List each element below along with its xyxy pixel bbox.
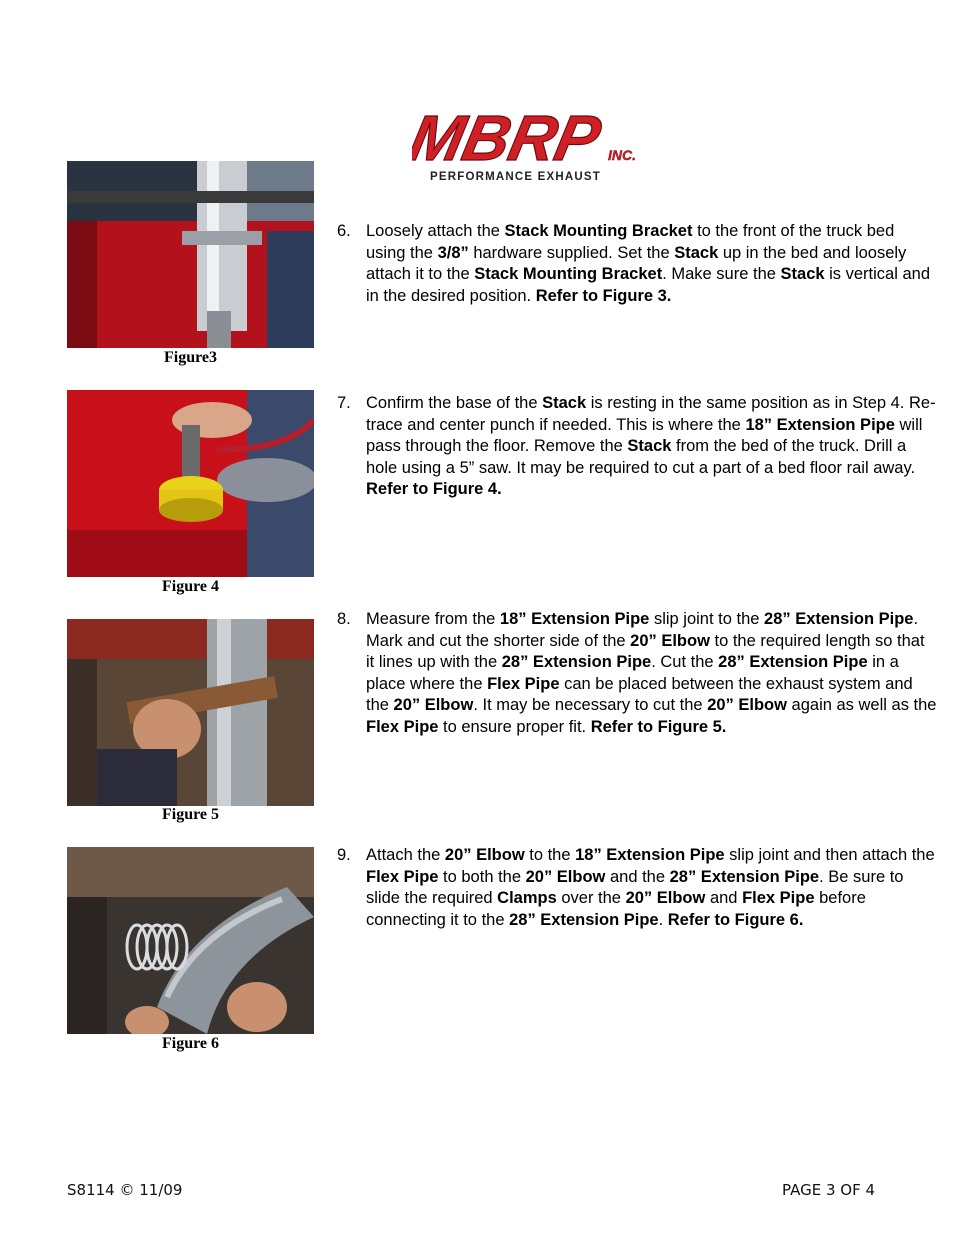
logo-inc-text: INC. — [608, 147, 636, 163]
step-number: 7. — [337, 394, 351, 412]
bold-term: Refer to Figure 4. — [366, 480, 502, 499]
bold-term: 18” Extension Pipe — [499, 610, 650, 628]
step-text-run: up in the bed and loosely attach it to the — [366, 243, 907, 284]
step-text-run: from the bed of the truck. Drill a hole using a 5” saw. It may be required to cut a part of a bed floor rail away. — [366, 437, 916, 477]
step-text-run: over the — [556, 889, 626, 908]
figure-6-photo — [67, 847, 314, 1034]
bold-term: 20” Elbow — [630, 631, 710, 650]
step-text-run: in a place where the — [366, 653, 899, 693]
bold-term: Refer to Figure 5. — [590, 717, 727, 736]
bold-term: Stack — [674, 243, 719, 262]
figure-4-photo — [67, 390, 314, 577]
bold-term: 28” Extension Pipe — [718, 653, 868, 672]
bold-term: Flex Pipe — [366, 717, 439, 736]
bold-term: 28” Extension Pipe — [669, 867, 820, 886]
step-text-run: to the — [524, 846, 576, 864]
bold-term: Refer to Figure 3. — [535, 286, 672, 305]
figure-4-caption: Figure 4 — [161, 578, 220, 595]
bold-term: Flex Pipe — [487, 674, 560, 693]
step-text-run: slip joint and then attach the — [724, 846, 935, 864]
step-text-run: . Be sure to slide the required — [366, 867, 904, 908]
step-text-run: will pass through the floor. Remove the — [366, 415, 923, 456]
bold-term: 28” Extension Pipe — [509, 910, 659, 929]
step-text-run: to both the — [438, 867, 526, 886]
figure-3-caption: Figure3 — [163, 349, 218, 366]
step-text-run: Attach the — [366, 846, 445, 864]
figure-5-caption: Figure 5 — [161, 806, 220, 823]
step-number: 8. — [337, 610, 351, 628]
logo-tagline: PERFORMANCE EXHAUST — [430, 171, 602, 183]
bold-term: 28” Extension Pipe — [501, 653, 652, 672]
bold-term: 20” Elbow — [393, 696, 474, 715]
step-number: 9. — [337, 846, 351, 864]
bold-term: Stack — [627, 437, 672, 456]
bold-term: Flex Pipe — [366, 867, 439, 886]
bold-term: 18” Extension Pipe — [745, 415, 895, 434]
bold-term: 3/8” — [437, 243, 469, 262]
bold-term: 20” Elbow — [525, 867, 606, 886]
step-text — [366, 845, 937, 931]
step-text-run: to the required length so that it lines up with the — [366, 631, 925, 672]
bold-term: Stack — [542, 394, 587, 412]
step-text-run: is vertical and in the desired position. — [366, 265, 931, 305]
logo-brand-text: MBRP — [412, 104, 607, 174]
step-text-run: hardware supplied. Set the — [468, 243, 675, 262]
bold-term: 18” Extension Pipe — [575, 846, 725, 864]
step-text-run: . Make sure the — [662, 265, 781, 284]
step-text-run: to the front of the truck bed using the — [366, 222, 895, 262]
step-text-run: Loosely attach the — [366, 222, 505, 240]
figure-3-photo — [67, 161, 314, 348]
step-text-run: before connecting it to the — [366, 889, 866, 929]
mbrp-wordmark — [412, 104, 666, 174]
step-text-run: slip joint to the — [649, 610, 765, 628]
bold-term: Refer to Figure 6. — [667, 910, 804, 929]
bold-term: Clamps — [497, 889, 557, 908]
footer-page-number: PAGE 3 OF 4 — [782, 1181, 876, 1199]
bold-term: 20” Elbow — [625, 889, 706, 908]
figure-5-photo — [67, 619, 314, 806]
step-text-run: again as well as the — [786, 696, 937, 715]
step-text-run: Measure from the — [366, 610, 500, 628]
step-text — [366, 393, 937, 501]
figure-6-caption: Figure 6 — [161, 1035, 220, 1052]
bold-term: Stack Mounting Bracket — [474, 265, 663, 284]
footer-doc-id: S8114 © 11/09 — [67, 1181, 183, 1199]
step-text-run: . It may be necessary to cut the — [473, 696, 708, 715]
bold-term: 20” Elbow — [444, 846, 525, 864]
step-text-run: . Cut the — [651, 653, 719, 672]
bold-term: Stack Mounting Bracket — [504, 222, 693, 240]
bold-term: 20” Elbow — [707, 696, 787, 715]
step-text — [366, 609, 937, 739]
bold-term: Stack — [780, 265, 825, 284]
step-text-run: is resting in the same position as in Step 4. Re-trace and center punch if needed. This is where the — [366, 394, 936, 434]
step-text-run: . Mark and cut the shorter side of the — [366, 610, 919, 650]
step-text-run: and — [705, 889, 743, 908]
step-text-run: Confirm the base of the — [366, 394, 543, 412]
step-text-run: and the — [605, 867, 670, 886]
step-text — [366, 221, 937, 307]
step-text-run: to ensure proper fit. — [438, 717, 591, 736]
step-number: 6. — [337, 222, 351, 240]
step-text-run: . — [658, 910, 668, 929]
step-text-run: can be placed between the exhaust system and the — [366, 674, 913, 715]
bold-term: 28” Extension Pipe — [764, 610, 914, 628]
bold-term: Flex Pipe — [742, 889, 815, 908]
